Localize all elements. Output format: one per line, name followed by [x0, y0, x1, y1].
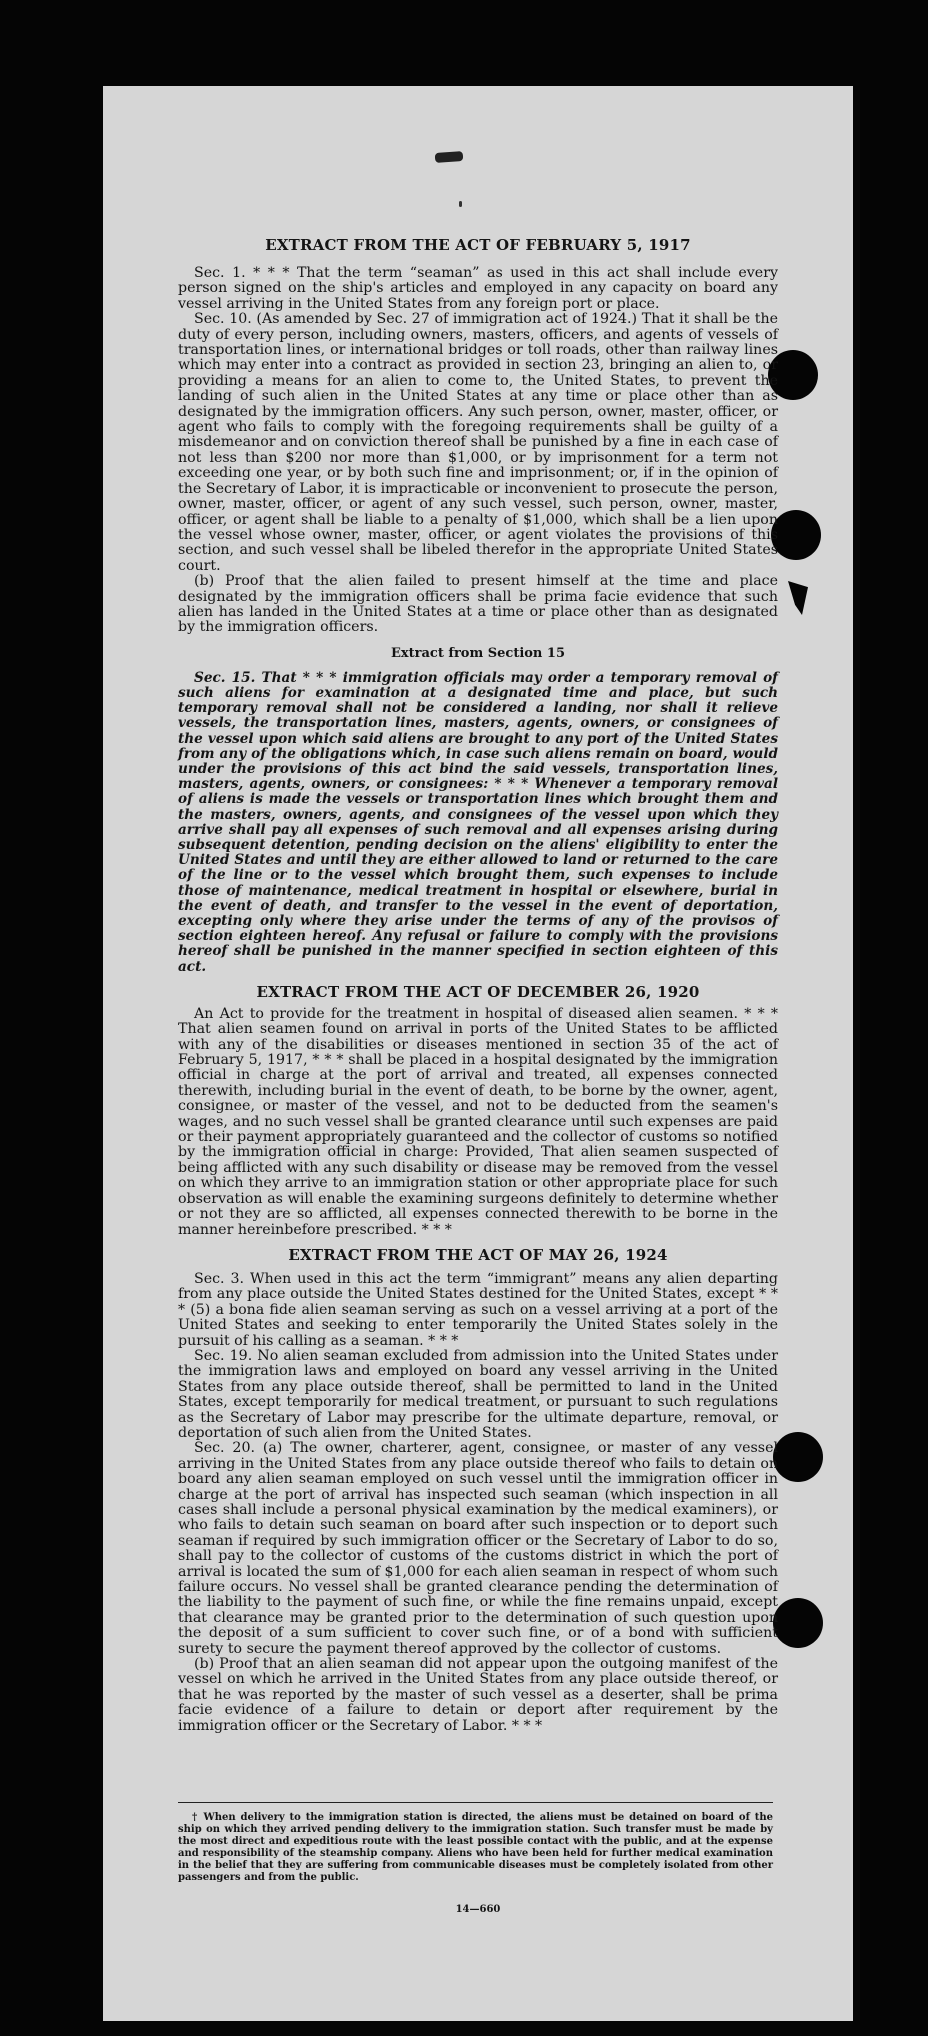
paragraph-sec-15: Sec. 15. That * * * immigration officials may order a temporary removal of such aliens for examination at a designated time and place, but such temporary removal shall not be considered a landing, nor shall it relieve vessels, the transportation lines, masters, agents, owners, or consignees of the vessel upon which said aliens are brought to any port of the United States from any of the obligations which, in case such aliens remain on board, would under the provisions of this act bind the said vessels, transportation lines, masters, agents, owners, or consignees: * * * Whenever a temporary removal of aliens is made the vessels or transportation lines which brought them and the masters, owners, agents, and consignees of the vessel upon which they arrive shall pay all expenses of such removal and all expenses arising during subsequent detention, pending decision on the aliens' eligibility to enter the United States and until they are either allowed to land or returned to the care of the line or to the vessel which brought them, such expenses to include those of maintenance, medical treatment in hospital or elsewhere, burial in the event of death, and transfer to the vessel in the event of deportation, excepting only where they arise under the terms of any of the provisos of section eighteen hereof. Any refusal or failure to comply with the provisions hereof shall be punished in the manner specified in section eighteen of this act. [178, 669, 778, 975]
punch-hole [773, 1432, 823, 1482]
heading-section-15: Extract from Section 15 [390, 645, 566, 661]
paragraph-sec-20b: (b) Proof that an alien seaman did not appear upon the outgoing manifest of the vessel on which he arrived in the United States from any place outside thereof, or that he was reported by the master of such vessel as a deserter, shall be prima facie evidence of a failure to detain or deport after requirement by the immigration officer or the Secretary of Labor. * * * [178, 1656, 778, 1734]
paragraph-sec-10b: (b) Proof that the alien failed to present himself at the time and place designated by the immigration officers shall be prima facie evidence that such alien has landed in the United States at a time or place other than as designated by the immigration officers. [178, 573, 778, 636]
paragraph-sec-20: Sec. 20. (a) The owner, charterer, agent, consignee, or master of any vessel arriving in the United States from any place outside thereof who fails to detain on board any alien seaman employed on such vessel until the immigration officer in charge at the port of arrival has inspected such seaman (which inspection in all cases shall include a personal physical examination by the medical examiners), or who fails to detain such seaman on board after such inspection or to deport such seaman if required by such immigration officer or the Secretary of Labor to do so, shall pay to the collector of customs of the customs district in which the port of arrival is located the sum of $1,000 for each alien seaman in respect of whom such failure occurs. No vessel shall be granted clearance pending the determination of the liability to the payment of such fine, or while the fine remains unpaid, except that clearance may be granted prior to the determination of such question upon the deposit of a sum sufficient to cover such fine, or of a bond with sufficient surety to secure the payment thereof approved by the collector of customs. [178, 1440, 778, 1657]
paragraph-sec-1: Sec. 1. * * * That the term “seaman” as used in this act shall include every person signed on the ship's articles and employed in any capacity on board any vessel arriving in the United States from any foreign port or place. [178, 265, 778, 312]
paragraph-act-1920: An Act to provide for the treatment in hospital of diseased alien seamen. * * * That alien seamen found on arrival in ports of the United States to be afflicted with any of the disabilities or diseases mentioned in section 35 of the act of February 5, 1917, * * * shall be placed in a hospital designated by the immigration official in charge at the port of arrival and treated, all expenses connected therewith, including burial in the event of death, to be borne by the owner, agent, consignee, or master of the vessel, and not to be deducted from the seamen's wages, and no such vessel shall be granted clearance until such expenses are paid or their payment appropriately guaranteed and the collector of customs so notified by the immigration official in charge: Provided, That alien seamen suspected of being afflicted with any such disability or disease may be removed from the vessel on which they arrive to an immigration station or other appropriate place for such observation as will enable the examining surgeons definitely to determine whether or not they are so afflicted, all expenses connected therewith to be borne in the manner hereinbefore prescribed. * * * [178, 1005, 778, 1238]
heading-act-1924: EXTRACT FROM THE ACT OF MAY 26, 1924 [288, 1245, 668, 1264]
document-body [178, 236, 778, 1734]
page-tear [788, 581, 808, 615]
footnote-text: † When delivery to the immigration station is directed, the aliens must be detained on board of the ship on which they arrived pending delivery to the immigration station. Such transfer must be made by the most direct and expeditious route with the least possible contact with the public, and at the expense and responsibility of the steamship company. Aliens who have been held for further medical examination in the belief that they are suffering from communicable diseases must be completely isolated from other passengers and from the public. [178, 1812, 773, 1883]
punch-hole [773, 1598, 823, 1648]
paragraph-sec-3: Sec. 3. When used in this act the term “immigrant” means any alien departing from any place outside the United States destined for the United States, except * * * (5) a bona fide alien seaman serving as such on a vessel arriving at a port of the United States and seeking to enter temporarily the United States solely in the pursuit of his calling as a seaman. * * * [178, 1270, 778, 1349]
ink-dot [459, 201, 462, 207]
document-page [103, 86, 853, 2021]
ink-smudge [435, 151, 464, 163]
heading-act-1917: EXTRACT FROM THE ACT OF FEBRUARY 5, 1917 [265, 236, 691, 254]
form-number: 14—660 [455, 1904, 501, 1915]
footnote-divider [178, 1802, 773, 1803]
paragraph-sec-10: Sec. 10. (As amended by Sec. 27 of immigration act of 1924.) That it shall be the duty of every person, including owners, masters, officers, and agents of vessels of transportation lines, or international bridges or toll roads, other than railway lines which may enter into a contract as provided in section 23, bringing an alien to, or providing a means for an alien to come to, the United States, to prevent the landing of such alien in the United States at any time or place other than as designated by the immigration officers. Any such person, owner, master, officer, or agent who fails to comply with the foregoing requirements shall be guilty of a misdemeanor and on conviction thereof shall be punished by a fine in each case of not less than $200 nor more than $1,000, or by imprisonment for a term not exceeding one year, or by both such fine and imprisonment; or, if in the opinion of the Secretary of Labor, it is impracticable or inconvenient to prosecute the person, owner, master, officer, or agent of any such vessel, such person, owner, master, officer, or agent shall be liable to a penalty of $1,000, which shall be a lien upon the vessel whose owner, master, officer, or agent violates the provisions of this section, and such vessel shall be libeled therefor in the appropriate United States court. [178, 311, 778, 574]
paragraph-sec-19: Sec. 19. No alien seaman excluded from admission into the United States under the immigration laws and employed on board any vessel arriving in the United States from any place outside thereof, shall be permitted to land in the United States, except temporarily for medical treatment, or pursuant to such regulations as the Secretary of Labor may prescribe for the ultimate departure, removal, or deportation of such alien from the United States. [178, 1347, 778, 1441]
footnote [178, 1812, 773, 1884]
punch-hole [771, 510, 821, 560]
heading-act-1920: EXTRACT FROM THE ACT OF DECEMBER 26, 1920 [256, 982, 700, 1001]
